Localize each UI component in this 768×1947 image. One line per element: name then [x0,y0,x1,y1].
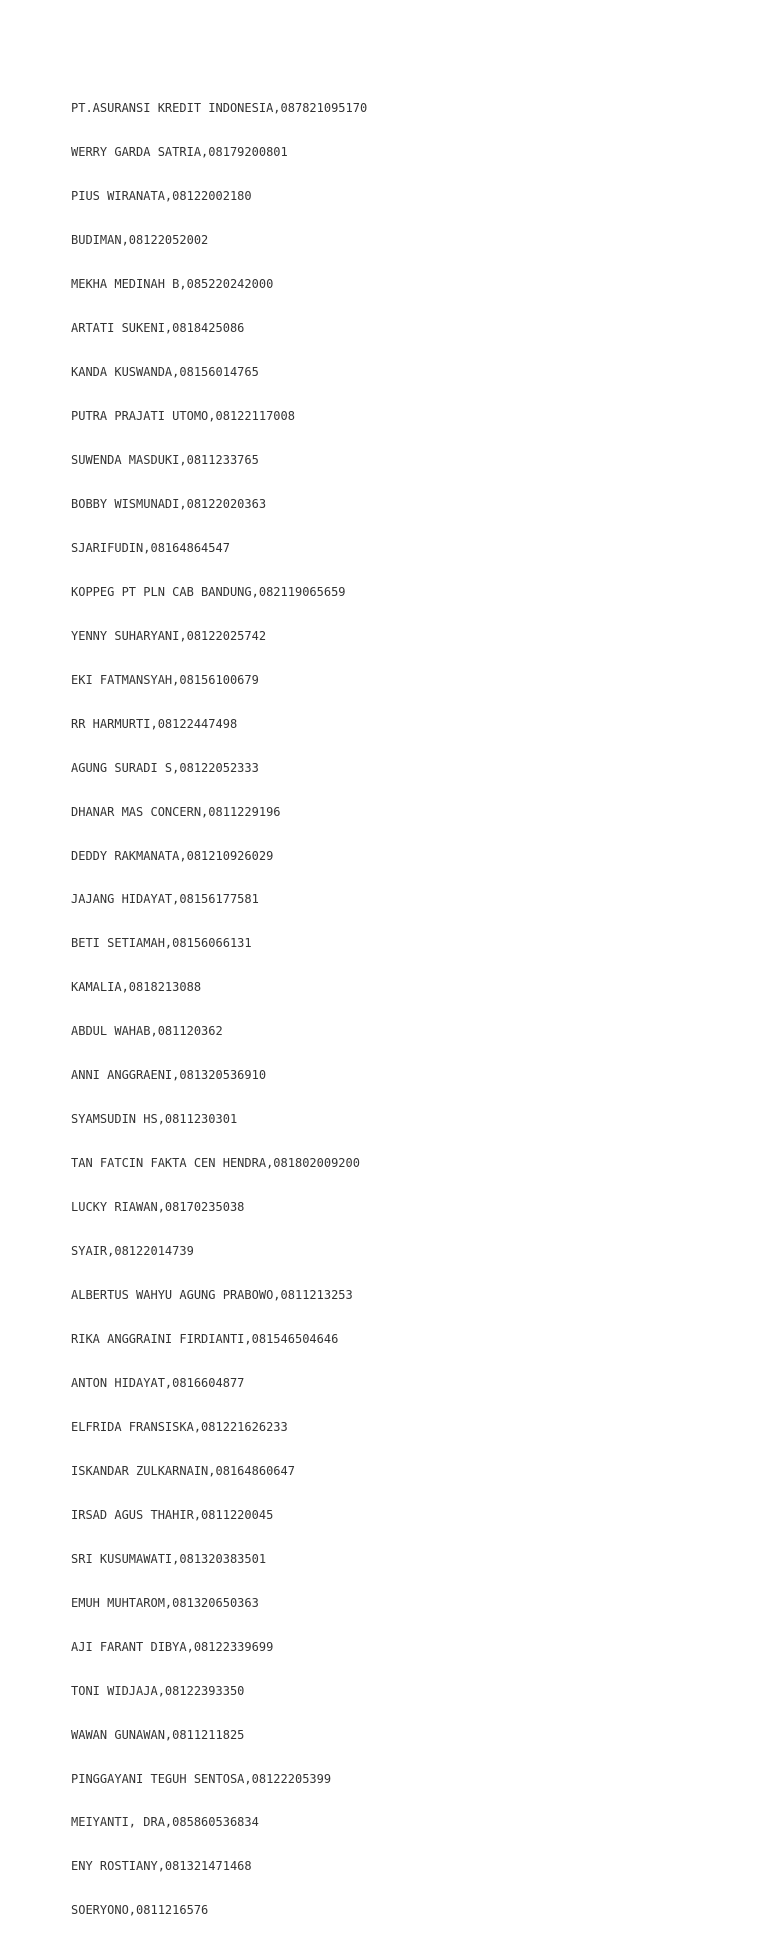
contact-line: SRI KUSUMAWATI,081320383501 [71,1551,267,1566]
contact-line: ANNI ANGGRAENI,081320536910 [71,1068,267,1083]
contact-line: ARTATI SUKENI,0818425086 [71,321,245,336]
contact-line: BUDIMAN,08122052002 [71,233,209,248]
contact-line: ANTON HIDAYAT,0816604877 [71,1375,245,1390]
contact-line: MEKHA MEDINAH B,085220242000 [71,277,274,292]
contact-line: ENY ROSTIANY,081321471468 [71,1859,252,1874]
contact-line: AJI FARANT DIBYA,08122339699 [71,1639,274,1654]
contact-line: KOPPEG PT PLN CAB BANDUNG,082119065659 [71,584,346,599]
contact-line: BETI SETIAMAH,08156066131 [71,936,252,951]
contact-list [71,72,367,1947]
contact-line: ELFRIDA FRANSISKA,081221626233 [71,1419,288,1434]
contact-line: SUWENDA MASDUKI,0811233765 [71,452,259,467]
contact-line: RR HARMURTI,08122447498 [71,716,238,731]
contact-line: PT.ASURANSI KREDIT INDONESIA,087821095170 [71,101,368,116]
contact-line: DHANAR MAS CONCERN,0811229196 [71,804,281,819]
contact-line: EMUH MUHTAROM,081320650363 [71,1595,259,1610]
contact-line: TAN FATCIN FAKTA CEN HENDRA,081802009200 [71,1156,360,1171]
contact-line: SYAIR,08122014739 [71,1244,194,1259]
contact-line: RIKA ANGGRAINI FIRDIANTI,081546504646 [71,1332,339,1346]
contact-line: PUTRA PRAJATI UTOMO,08122117008 [71,408,295,423]
contact-line: KAMALIA,0818213088 [71,980,202,995]
contact-line: AGUNG SURADI S,08122052333 [71,760,259,775]
contact-line: EKI FATMANSYAH,08156100679 [71,672,259,687]
contact-line: YENNY SUHARYANI,08122025742 [71,628,267,643]
contact-line: ISKANDAR ZULKARNAIN,08164860647 [71,1463,295,1478]
contact-line: ALBERTUS WAHYU AGUNG PRABOWO,0811213253 [71,1288,353,1303]
contact-line: PIUS WIRANATA,08122002180 [71,189,252,204]
contact-line: IRSAD AGUS THAHIR,0811220045 [71,1507,274,1522]
contact-line: WAWAN GUNAWAN,0811211825 [71,1727,245,1742]
contact-line: BOBBY WISMUNADI,08122020363 [71,496,267,511]
contact-line: SYAMSUDIN HS,0811230301 [71,1112,238,1127]
contact-line: LUCKY RIAWAN,08170235038 [71,1200,245,1215]
contact-line: DEDDY RAKMANATA,081210926029 [71,848,274,863]
contact-line: MEIYANTI, DRA,085860536834 [71,1815,259,1830]
contact-line: JAJANG HIDAYAT,08156177581 [71,892,259,907]
contact-line: PINGGAYANI TEGUH SENTOSA,08122205399 [71,1771,332,1786]
contact-line: ABDUL WAHAB,081120362 [71,1024,223,1039]
contact-line: SOERYONO,0811216576 [71,1903,209,1918]
contact-line: KANDA KUSWANDA,08156014765 [71,365,259,380]
contact-line: SJARIFUDIN,08164864547 [71,540,230,555]
contact-line: WERRY GARDA SATRIA,08179200801 [71,145,288,160]
contact-line: TONI WIDJAJA,08122393350 [71,1683,245,1698]
